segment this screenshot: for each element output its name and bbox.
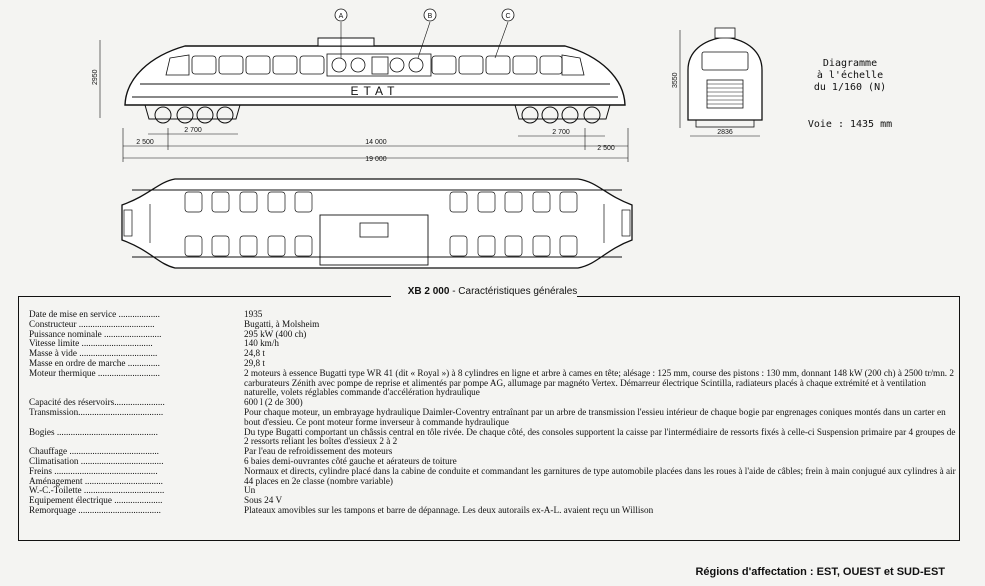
spec-value: Plateaux amovibles sur les tampons et barre de dépannage. Les deux autorails ex-A-L. avaient reçu un Willison xyxy=(244,504,654,515)
spec-row xyxy=(29,428,956,448)
dim-pivots: 14 000 xyxy=(365,139,387,146)
dim-overhang-l: 2 500 xyxy=(136,139,154,146)
spec-key: Capacité des réservoirs...................... xyxy=(29,398,165,408)
spec-row xyxy=(29,330,956,340)
spec-row xyxy=(29,506,956,516)
spec-key: Remorquage .................................... xyxy=(29,505,161,515)
spec-value: Par l'eau de refroidissement des moteurs xyxy=(244,446,393,457)
livery-text: ETAT xyxy=(350,84,400,98)
spec-key: Constructeur ................................. xyxy=(29,319,155,329)
spec-key: Climatisation .................................... xyxy=(29,456,164,466)
scale-note xyxy=(790,58,910,94)
spec-value: Normaux et directs, cylindre placé dans la cabine de conduite et commandant les garnitures de type automobile placées dans les roues à l'aide de câbles; frein à main conjugué aux cylindres à air xyxy=(244,465,956,476)
spec-key: Aménagement .................................. xyxy=(29,476,163,486)
spec-key: Masse à vide .................................. xyxy=(29,349,158,359)
spec-key: Équipement électrique ..................... xyxy=(29,496,163,506)
spec-key: Masse en ordre de marche .............. xyxy=(29,358,160,368)
spec-value: 600 l (2 de 300) xyxy=(244,397,303,408)
spec-row xyxy=(29,339,956,349)
scale-note-line-1: Diagramme xyxy=(822,58,878,69)
assignment-regions: Régions d'affectation : EST, OUEST et SUD-EST xyxy=(695,566,945,578)
spec-key: W.-C.-Toilette ................................... xyxy=(29,486,165,496)
caption-title: XB 2 000 xyxy=(407,286,450,297)
scale-note-line-2: à l'échelle xyxy=(816,70,884,81)
spec-value: 2 moteurs à essence Bugatti type WR 41 (dit « Royal ») à 8 cylindres en ligne et arbre à cames en tête; alésage : 125 mm, course des pistons : 130 mm, donnant 148 kW (200 ch) à 2500 tr/mn. 2 carburateurs Zénith avec pompe de reprise et alimentés par pompe AG, allumage par magnéto Vertex. Démarreur électrique Scintilla, radiateurs placés à chaque extrémité et à ventilation naturelle, volets réglables commande d'accélération hydraulique xyxy=(244,367,954,398)
spec-key: Date de mise en service .................. xyxy=(29,310,160,319)
spec-value: 140 km/h xyxy=(244,338,279,349)
scale-note-line-3: du 1/160 (N) xyxy=(813,82,887,93)
dim-height-front: 3550 xyxy=(672,72,679,88)
spec-value: Un xyxy=(244,485,256,496)
spec-row xyxy=(29,369,956,398)
dim-length: 19 000 xyxy=(365,156,387,163)
spec-key: Puissance nominale ......................... xyxy=(29,329,162,339)
spec-key: Transmission..................................... xyxy=(29,407,164,417)
spec-row xyxy=(29,486,956,496)
spec-value: Du type Bugatti comportant un châssis central en tôle rivée. De chaque côté, des consoles supportent la caisse par l'intermédiaire de ressorts fixés à celle-ci Suspension primaire par 4 groupes de 2 ressorts reliant les boîtes d'essieux 2 à 2 xyxy=(244,426,956,447)
gauge-note: Voie : 1435 mm xyxy=(807,119,893,130)
callout-label-a: A xyxy=(338,13,344,20)
spec-table xyxy=(29,310,956,516)
spec-row xyxy=(29,467,956,477)
spec-row xyxy=(29,408,956,428)
spec-row xyxy=(29,447,956,457)
spec-value: 295 kW (400 ch) xyxy=(244,328,307,339)
spec-key: Chauffage ....................................... xyxy=(29,447,159,457)
caption-subtitle: - Caractéristiques générales xyxy=(452,286,578,297)
spec-row xyxy=(29,310,956,320)
spec-value: 1935 xyxy=(244,309,263,319)
dim-width: 2836 xyxy=(717,129,733,136)
spec-key: Vitesse limite ............................... xyxy=(29,339,153,349)
spec-row xyxy=(29,477,956,487)
dim-bogie-b: 2 700 xyxy=(552,129,570,136)
spec-value: Sous 24 V xyxy=(244,495,283,506)
spec-key: Moteur thermique ........................... xyxy=(29,368,160,378)
spec-key: Bogies ............................................ xyxy=(29,427,158,437)
callout-label-c: C xyxy=(505,13,511,20)
spec-row xyxy=(29,349,956,359)
dim-overhang-r: 2 500 xyxy=(597,145,615,152)
spec-key: Freins ............................................. xyxy=(29,466,158,476)
callout-label-b: B xyxy=(427,13,433,20)
spec-value: Bugatti, à Molsheim xyxy=(244,318,320,329)
spec-value: 44 places en 2e classe (nombre variable) xyxy=(244,475,393,486)
bogies xyxy=(145,105,610,123)
spec-table-box xyxy=(18,296,960,541)
railcar-diagram xyxy=(0,0,985,290)
spec-value: 24,8 t xyxy=(244,348,265,359)
spec-value: Pour chaque moteur, un embrayage hydraulique Daimler-Coventry entraînant par un arbre de transmission l'essieu intérieur de chaque bogie par engrenages coniques montés dans un carter en bout d'essieu. Ce pont moteur forme inverseur à commande hydraulique xyxy=(244,406,946,427)
floor-plan xyxy=(122,179,632,268)
dim-height-car: 2950 xyxy=(92,69,99,85)
spec-value: 6 baies demi-ouvrantes côté gauche et aérateurs de toiture xyxy=(244,455,457,466)
front-elevation xyxy=(680,28,762,136)
spec-value: 29,8 t xyxy=(244,357,265,368)
spec-row xyxy=(29,320,956,330)
dim-bogie-a: 2 700 xyxy=(184,127,202,134)
